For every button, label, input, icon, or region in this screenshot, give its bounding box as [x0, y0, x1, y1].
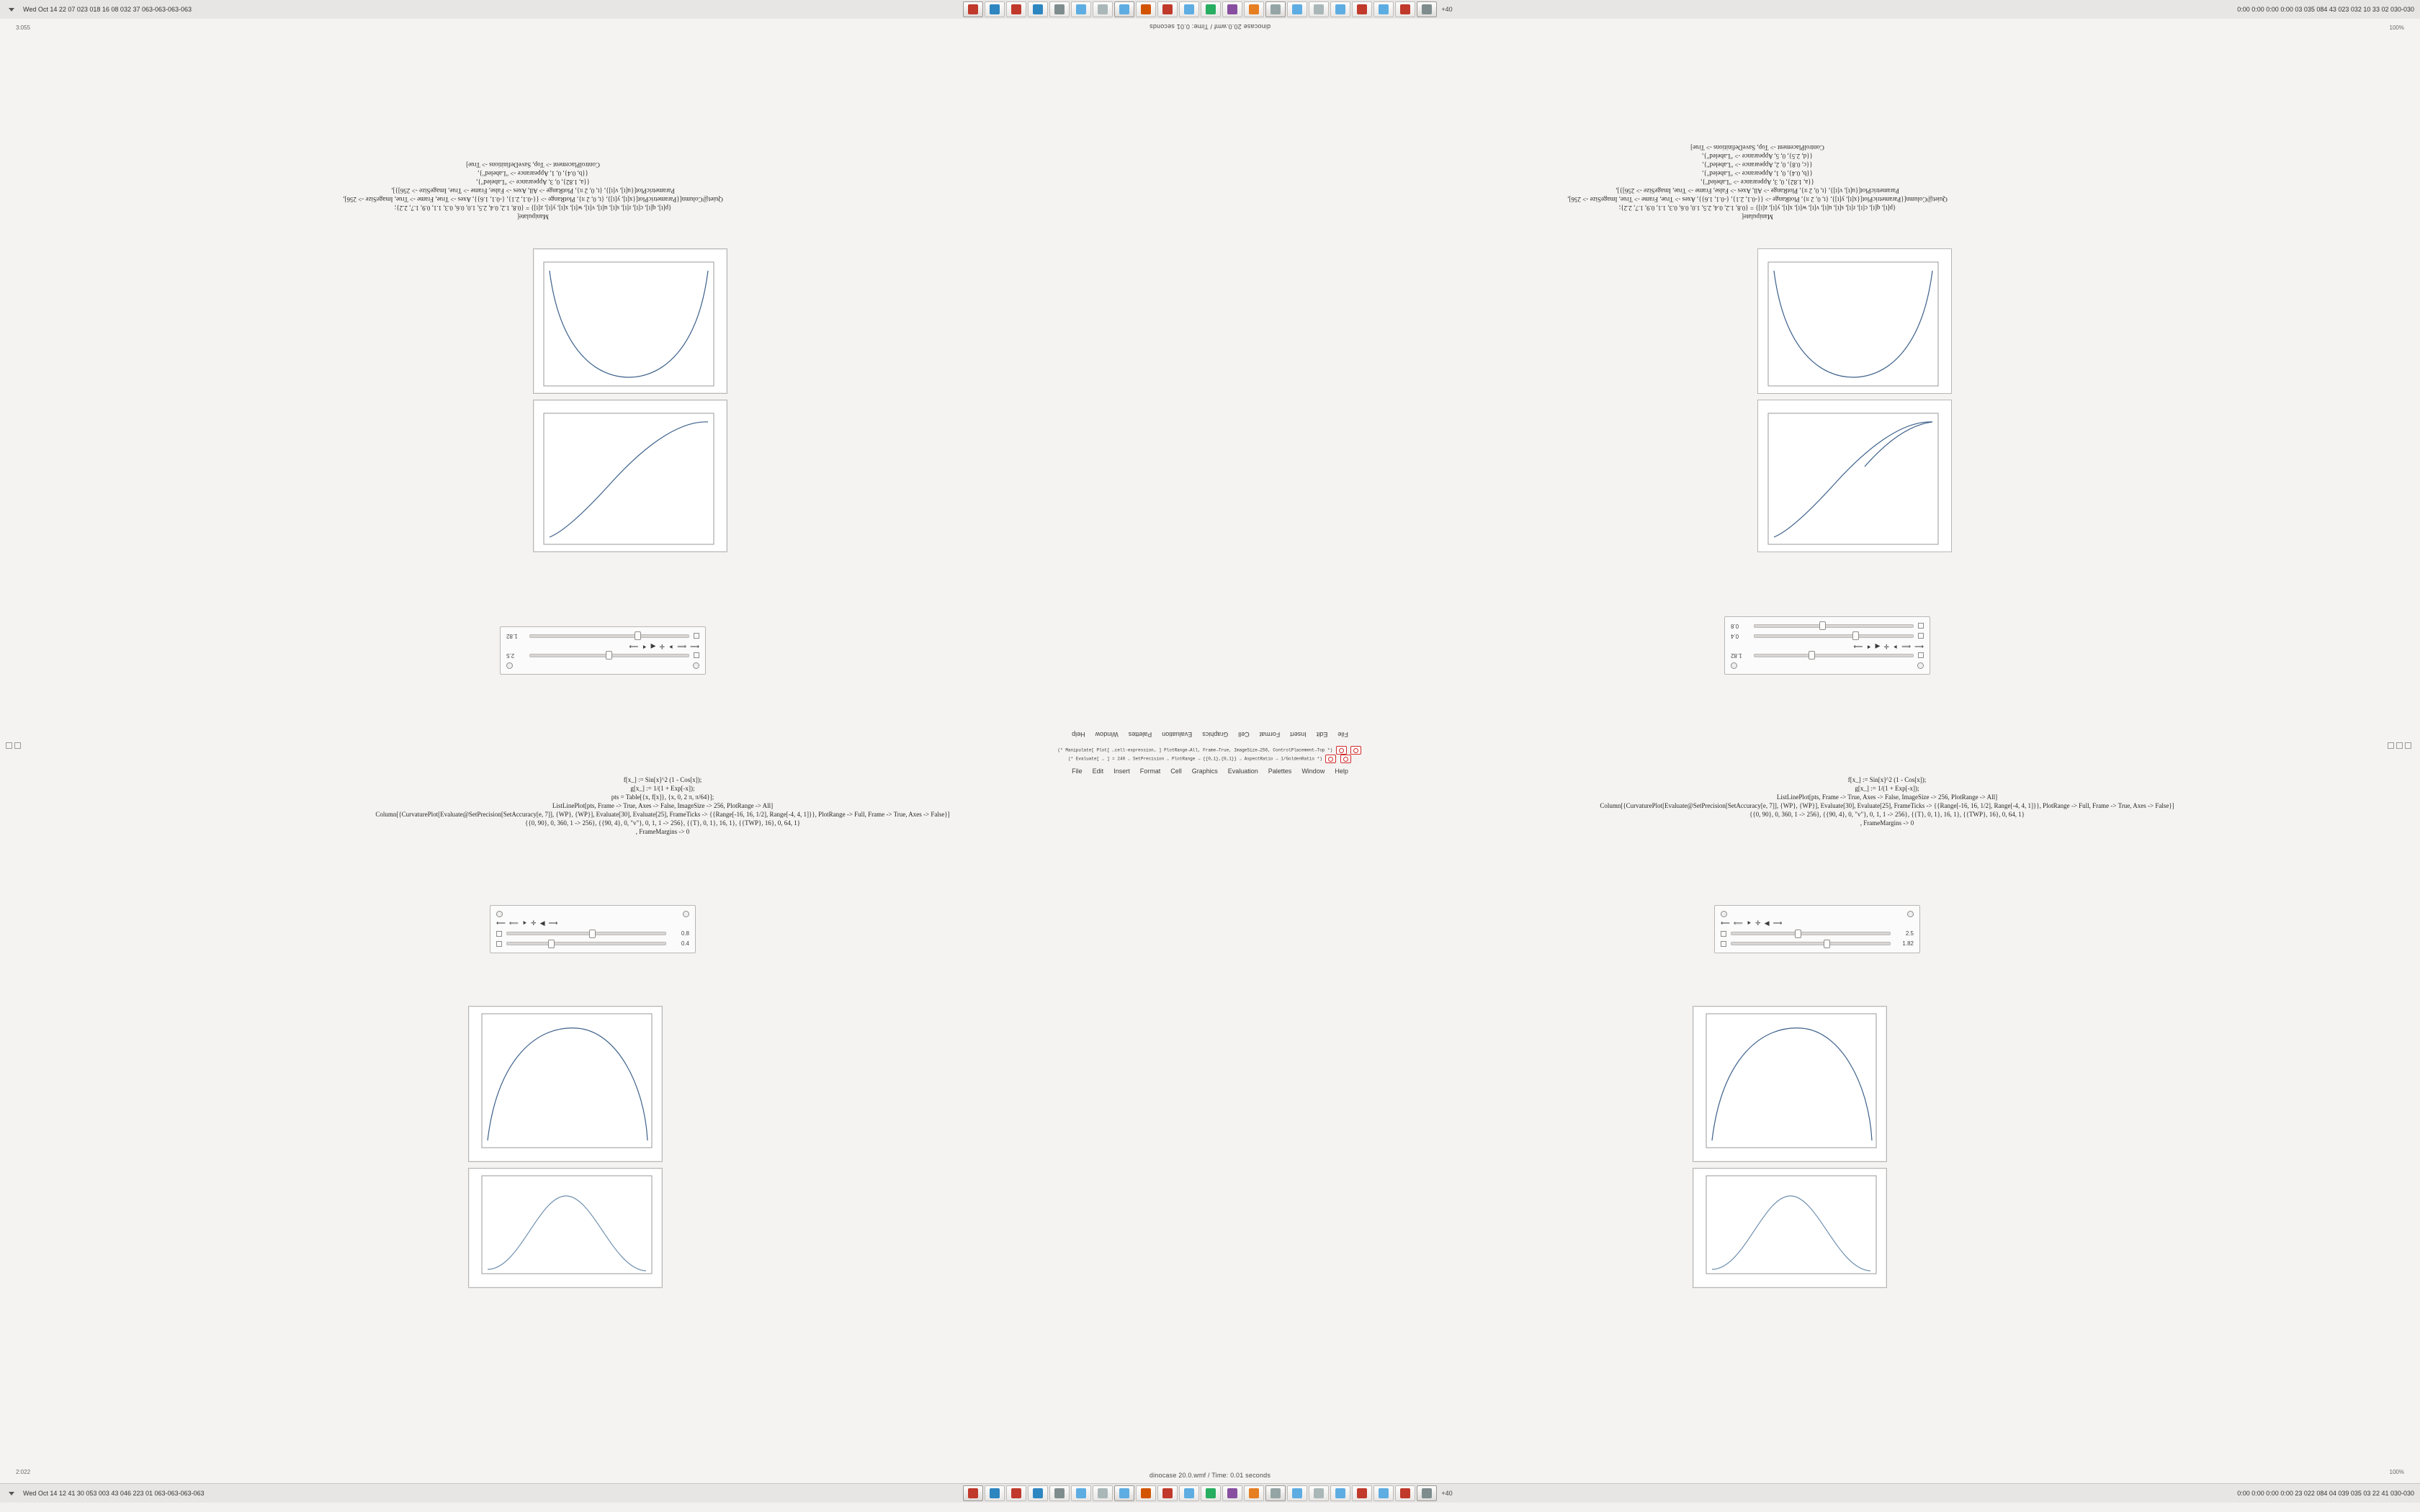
taskbar-item-window-15[interactable]: [1265, 1485, 1286, 1501]
slider-knob[interactable]: [606, 651, 612, 660]
slider-track[interactable]: [1731, 942, 1891, 945]
menu-item-edit[interactable]: Edit: [1092, 767, 1104, 775]
manipulate-header-ll: [496, 910, 689, 917]
control-play-icon[interactable]: ⯈: [668, 643, 674, 650]
slider-track[interactable]: [506, 932, 666, 935]
slider-row[interactable]: [1721, 930, 1914, 937]
taskbar-top[interactable]: [307, 1, 2112, 17]
code-line: {{a, 1.82}, 0, 3, Appearance -> "Labeled"},: [1700, 179, 1814, 186]
window-icon: [1076, 4, 1086, 14]
window-icon: [1206, 1488, 1216, 1498]
manipulate-panel-lr[interactable]: [1714, 905, 1920, 953]
error-badge-icon[interactable]: [1325, 755, 1336, 763]
window-icon: [1033, 1488, 1043, 1498]
menu-item-file[interactable]: File: [1072, 767, 1083, 775]
window-icon: [1054, 1488, 1065, 1498]
slider-track[interactable]: [1731, 932, 1891, 935]
taskbar-item-window-19[interactable]: [1352, 1, 1372, 17]
code-block-lr: [1433, 775, 2341, 827]
taskbar-item-window-5[interactable]: [1049, 1485, 1070, 1501]
slider-knob[interactable]: [1824, 940, 1830, 948]
control-play-icon[interactable]: ⯈: [521, 919, 528, 927]
window-icon: [1141, 4, 1151, 14]
code-line: {{0, 90}, 0, 360, 1 -> 256}, {{90, 4}, 0, "v"}, 0, 1, 1 -> 256}, {{T}, 0, 1}, 16, 1}, {{TWP}, 16}, 0, 64, 1}: [524, 819, 801, 827]
code-line: Quiet@Column[{ParametricPlot[{x[t], y[t]}, {t, 0, 2 π}, PlotRange -> {{-0.1, 2.1}, {-0.1, 1.6}}, Axes -> True, Frame -> True, ImageSize -> 256],: [1567, 196, 1948, 203]
plot-curve: [534, 400, 727, 552]
code-line: g[x_] := 1/(1 + Exp[-x]);: [630, 785, 695, 792]
control-add-icon[interactable]: ✛: [659, 643, 665, 650]
taskbar-item-window-4[interactable]: [1028, 1485, 1048, 1501]
notebook-half-upper: [0, 37, 2420, 768]
taskbar-item-window-20[interactable]: [1373, 1485, 1394, 1501]
parametric-plot-lr-2: [1693, 1168, 1887, 1288]
code-line: ControlPlacement -> Top, SaveDefinitions -> True]: [466, 161, 600, 168]
window-icon: [1011, 4, 1021, 14]
window-icon: [1054, 4, 1065, 14]
window-icon: [1379, 1488, 1389, 1498]
taskbar-item-window-1[interactable]: [963, 1, 983, 17]
code-line: Column[{CurvaturePlot[Evaluate@SetPrecision[SetAccuracy[e, 7]], {WP}, {WP}], Evaluate[30], Evaluate[25], FrameTicks -> {{Range[-16, 16, 1/2], Range[-4, 4, 1]}}, PlotRange -> Full, Frame -> True, Axes -> False}]: [1600, 802, 2174, 809]
center-line-2: [0, 755, 2420, 763]
taskbar-bottom[interactable]: [307, 1485, 2112, 1501]
taskbar-item-window-2[interactable]: [985, 1485, 1005, 1501]
control-rewind-icon[interactable]: ⟸: [1901, 643, 1912, 650]
window-icon: [1098, 4, 1108, 14]
window-controls-right[interactable]: [2388, 742, 2411, 749]
control-step-icon[interactable]: ⟶: [548, 919, 558, 927]
panel-right-bottom: [2112, 1490, 2420, 1497]
menu-item-graphics[interactable]: Graphics: [1202, 731, 1229, 739]
window-icon: [1400, 1488, 1410, 1498]
window-icon: [1098, 1488, 1108, 1498]
code-line: {p[t], q[t], c[t], r[t], s[t], u[t], v[t], w[t], x[t], y[t], z[t]} = {0.8, 1.2, 0.4, 2.5, 1.0, 0.6, 0.3, 1.1, 0.9, 1.7, 2.2};: [1618, 204, 1896, 212]
window-icon: [1184, 4, 1194, 14]
slider-value: 0.4: [681, 940, 689, 947]
menu-item-palettes[interactable]: Palettes: [1128, 731, 1152, 739]
control-prev-icon[interactable]: ⟵: [690, 643, 699, 650]
code-line: {p[t], q[t], c[t], r[t], s[t], u[t], v[t], w[t], x[t], y[t], z[t]} = {0.8, 1.2, 0.4, 2.5, 1.0, 0.6, 0.3, 1.1, 0.9, 1.7, 2.2};: [394, 204, 672, 212]
menu-item-window[interactable]: Window: [1095, 731, 1119, 739]
slider-value: 2.5: [1905, 930, 1914, 937]
taskbar-item-window-9[interactable]: [1136, 1485, 1156, 1501]
code-line: g[x_] := 1/(1 + Exp[-x]);: [1855, 785, 1919, 792]
error-badge-icon[interactable]: [1340, 755, 1351, 763]
window-icon: [1270, 1488, 1281, 1498]
plot-curve: [1693, 1007, 1886, 1161]
panel-right-top: [2112, 6, 2420, 13]
tray-text-top: 0:00 0:00 0:00 0:00 03 035 084 43 023 032 10 33 02 030-030: [2237, 6, 2414, 13]
plus-icon[interactable]: [1907, 911, 1914, 917]
parametric-plot-ll-1: [468, 1006, 663, 1162]
menu-item-cell[interactable]: Cell: [1170, 767, 1182, 775]
taskbar-item-window-4[interactable]: [1028, 1, 1048, 17]
code-line: pts = Table[{x, f[x]}, {x, 0, 2 π, π/64}];: [611, 793, 714, 801]
manipulate-controls[interactable]: [1731, 643, 1924, 649]
menu-item-format[interactable]: Format: [1139, 767, 1161, 775]
status-left-bottom: 100%: [2389, 1469, 2404, 1475]
slider-track[interactable]: [1754, 654, 1914, 657]
menu-item-evaluation[interactable]: Evaluation: [1162, 731, 1193, 739]
window-icon: [1335, 1488, 1345, 1498]
taskbar-item-window-8[interactable]: [1114, 1, 1134, 17]
window-icon: [968, 1488, 978, 1498]
window-icon: [1314, 4, 1324, 14]
taskbar-item-window-12[interactable]: [1201, 1, 1221, 17]
taskbar-item-window-13[interactable]: [1222, 1485, 1242, 1501]
code-line: Manipulate[: [517, 213, 549, 220]
taskbar-item-window-11[interactable]: [1179, 1, 1199, 17]
error-badge-icon[interactable]: [1350, 746, 1361, 755]
window-icon: [1011, 1488, 1021, 1498]
taskbar-item-window-14[interactable]: [1244, 1, 1264, 17]
taskbar-item-window-16[interactable]: [1287, 1, 1307, 17]
window-icon: [968, 4, 978, 14]
top-panel: [0, 0, 2420, 19]
slider-handle-icon[interactable]: [1918, 653, 1924, 659]
notebook-half-lower: [0, 768, 2420, 1499]
taskbar-item-window-18[interactable]: [1330, 1, 1350, 17]
slider-knob[interactable]: [1795, 930, 1801, 938]
slider-track[interactable]: [1754, 634, 1914, 638]
taskbar-item-window-3[interactable]: [1006, 1, 1026, 17]
control-back-icon[interactable]: ◀: [1875, 643, 1881, 650]
window-icon: [1292, 4, 1302, 14]
control-rewind-icon[interactable]: ⟸: [1733, 919, 1743, 927]
taskbar-item-window-22[interactable]: [1417, 1, 1437, 17]
slider-handle-icon[interactable]: [1918, 634, 1924, 639]
window-title-top: dinocase 20.0.wmf / Time: 0.01 seconds: [1149, 23, 1271, 30]
plot-curve: [469, 1007, 662, 1161]
window-icon: [1119, 1488, 1129, 1498]
manipulate-panel-ll[interactable]: [490, 905, 696, 953]
taskbar-item-window-14[interactable]: [1244, 1485, 1264, 1501]
applications-menu-bottom[interactable]: [4, 1490, 19, 1497]
window-icon: [1292, 1488, 1302, 1498]
slider-track[interactable]: [506, 942, 666, 945]
slider-knob[interactable]: [1819, 621, 1826, 630]
applications-menu-top[interactable]: [4, 6, 19, 13]
menu-item-graphics[interactable]: Graphics: [1191, 767, 1218, 775]
taskbar-item-window-2[interactable]: [985, 1, 1005, 17]
window-icon: [1249, 4, 1259, 14]
gear-icon[interactable]: [1721, 911, 1727, 917]
window-controls-left[interactable]: [6, 742, 21, 749]
plot-curve: [1693, 1169, 1886, 1287]
slider-row[interactable]: [1731, 633, 1924, 639]
menu-item-help[interactable]: Help: [1072, 731, 1085, 739]
notebook-upper: [0, 37, 2420, 768]
gear-icon[interactable]: [693, 663, 699, 670]
slider-value: 0.8: [1731, 623, 1739, 629]
taskbar-item-window-6[interactable]: [1071, 1, 1091, 17]
chevron-down-icon: [9, 8, 14, 12]
code-line: ControlPlacement -> Top, SaveDefinitions -> True]: [1690, 144, 1824, 151]
slider-track[interactable]: [529, 634, 689, 638]
status-right-top: 100%: [2389, 24, 2404, 31]
code-line: {{d, 2.5}, 0, 5, Appearance -> "Labeled"},: [1702, 153, 1813, 160]
window-icon: [1422, 1488, 1432, 1498]
code-line: f[x_] := Sin[x]^2 (1 - Cos[x]);: [1847, 776, 1927, 783]
parametric-plot-lr-1: [1693, 1006, 1887, 1162]
control-prev-icon[interactable]: ⟵: [1914, 643, 1924, 650]
code-line: {{b, 0.4}, 0, 1, Appearance -> "Labeled"},: [1702, 170, 1813, 177]
menu-item-palettes[interactable]: Palettes: [1268, 767, 1292, 775]
desktop: [0, 19, 2420, 1483]
control-add-icon[interactable]: ✛: [531, 919, 537, 927]
slider-handle-icon[interactable]: [1721, 941, 1726, 947]
slider-row[interactable]: [1721, 940, 1914, 947]
chevron-down-icon: [9, 1492, 14, 1495]
taskbar-item-window-7[interactable]: [1093, 1, 1113, 17]
control-prev-icon[interactable]: ⟵: [496, 919, 506, 927]
window-icon: [990, 4, 1000, 14]
taskbar-item-window-10[interactable]: [1157, 1, 1178, 17]
slider-track[interactable]: [1754, 624, 1914, 628]
slider-handle-icon[interactable]: [496, 931, 502, 937]
taskbar-item-window-5[interactable]: [1049, 1, 1070, 17]
plus-icon[interactable]: [683, 911, 689, 917]
taskbar-item-window-9[interactable]: [1136, 1, 1156, 17]
taskbar-item-window-20[interactable]: [1373, 1, 1394, 17]
parametric-plot-ur-2: [533, 248, 727, 394]
menu-item-cell[interactable]: Cell: [1238, 731, 1250, 739]
control-back-icon[interactable]: ◀: [539, 919, 545, 927]
gear-icon[interactable]: [1917, 663, 1924, 670]
slider-knob[interactable]: [548, 940, 555, 948]
center-text-2: (* Evaluate[ … ] = 240 … SetPrecision … PlotRange → {{0,1},{0,1}} … AspectRatio → 1/GoldenRatio *): [1067, 756, 1322, 762]
plot-curve: [469, 1169, 662, 1287]
plus-icon[interactable]: [1731, 663, 1737, 670]
taskbar-item-window-17[interactable]: [1309, 1, 1329, 17]
control-play-icon[interactable]: ⯈: [1746, 919, 1752, 927]
window-icon: [1249, 1488, 1259, 1498]
taskbar-item-window-11[interactable]: [1179, 1485, 1199, 1501]
code-line: {{b, 0.4}, 0, 1, Appearance -> "Labeled"},: [478, 170, 588, 177]
taskbar-item-window-3[interactable]: [1006, 1485, 1026, 1501]
taskbar-item-window-17[interactable]: [1309, 1485, 1329, 1501]
window-icon: [1119, 4, 1129, 14]
window-icon: [1184, 1488, 1194, 1498]
tray-text-bottom: 0:00 0:00 0:00 0:00 23 022 084 04 039 035 03 22 41 030-030: [2237, 1490, 2414, 1497]
code-line: {{c, 0.8}, 0, 2, Appearance -> "Labeled"},: [1702, 161, 1813, 168]
minimize-icon[interactable]: [2388, 742, 2394, 749]
code-line: ParametricPlot[{u[t], v[t]}, {t, 0, 2 π}, PlotRange -> All, Axes -> False, Frame -> True, ImageSize -> 256]}],: [391, 187, 675, 194]
menu-item-window[interactable]: Window: [1301, 767, 1325, 775]
menu-item-insert[interactable]: Insert: [1290, 731, 1307, 739]
slider-handle-icon[interactable]: [1721, 931, 1726, 937]
manipulate-controls[interactable]: [1721, 920, 1914, 927]
code-line: Column[{CurvaturePlot[Evaluate@SetPrecision[SetAccuracy[e, 7]], {WP}, {WP}], Evaluate[30], Evaluate[25], FrameTicks -> {{Range[-16, 16, 1/2], Range[-4, 4, 1]}}, PlotRange -> Full, Frame -> True, Axes -> False}]: [375, 811, 950, 818]
slider-value: 0.8: [681, 930, 689, 937]
slider-knob[interactable]: [1852, 631, 1859, 640]
clock-bottom: Wed Oct 14 12 41 30 053 003 43 046 223 01 063-063-063-063: [23, 1489, 205, 1497]
menubar-upper[interactable]: [0, 730, 2420, 739]
slider-row[interactable]: [496, 930, 689, 937]
taskbar-item-window-22[interactable]: [1417, 1485, 1437, 1501]
control-step-icon[interactable]: ⯇: [1866, 643, 1872, 650]
taskbar-item-window-19[interactable]: [1352, 1485, 1372, 1501]
parametric-plot-ll-2: [468, 1168, 663, 1288]
window-icon: [1206, 4, 1216, 14]
control-prev-icon[interactable]: ⟵: [1721, 919, 1730, 927]
center-line-1: [0, 746, 2420, 755]
slider-row[interactable]: [1731, 623, 1924, 629]
code-line: Manipulate[: [1742, 213, 1773, 220]
taskbar-item-window-16[interactable]: [1287, 1485, 1307, 1501]
bottom-panel: [0, 1483, 2420, 1503]
parametric-plot-ul-2: [1757, 248, 1952, 394]
code-block-ll: [209, 775, 1116, 836]
code-line: {{a, 1.82}, 0, 3, Appearance -> "Labeled"},: [476, 179, 590, 186]
manipulate-panel-ur[interactable]: [500, 626, 706, 675]
slider-handle-icon[interactable]: [1918, 624, 1924, 629]
code-block-ur: [79, 161, 987, 221]
taskbar-item-window-7[interactable]: [1093, 1485, 1113, 1501]
taskbar-overflow-count[interactable]: +40: [1441, 6, 1453, 13]
window-icon: [990, 1488, 1000, 1498]
workspace-label-bottom: 2:022: [16, 1469, 31, 1475]
parametric-plot-ul-1: [1757, 400, 1952, 552]
window-icon: [1357, 4, 1367, 14]
plot-curve: [1758, 249, 1951, 393]
window-icon: [1357, 1488, 1367, 1498]
close-icon[interactable]: [2405, 742, 2411, 749]
window-icon: [1335, 4, 1345, 14]
slider-value: 1.82: [506, 633, 518, 639]
window-icon: [1422, 4, 1432, 14]
code-line: , FrameMargins -> 0: [635, 828, 690, 835]
taskbar-item-window-13[interactable]: [1222, 1, 1242, 17]
slider-row[interactable]: [1731, 652, 1924, 659]
window-icon: [1227, 1488, 1237, 1498]
control-add-icon[interactable]: ✛: [1883, 643, 1889, 650]
panel-left-bottom: [0, 1490, 307, 1498]
control-play-icon[interactable]: ⯈: [1892, 643, 1899, 650]
parametric-plot-ur-1: [533, 400, 727, 552]
gear-icon[interactable]: [496, 911, 503, 917]
slider-value: 1.82: [1902, 940, 1914, 947]
minimize-icon[interactable]: [14, 742, 21, 749]
manipulate-header-ul: [1731, 662, 1924, 670]
slider-handle-icon[interactable]: [694, 653, 699, 659]
menu-item-file[interactable]: File: [1337, 731, 1348, 739]
control-back-icon[interactable]: ◀: [650, 643, 656, 650]
slider-row[interactable]: [506, 652, 699, 659]
plot-curve: [534, 249, 727, 393]
control-add-icon[interactable]: ✛: [1755, 919, 1761, 927]
slider-knob[interactable]: [635, 631, 641, 640]
manipulate-panel-ul[interactable]: [1724, 616, 1930, 675]
slider-value: 0.4: [1731, 633, 1739, 639]
manipulate-controls[interactable]: [506, 643, 699, 649]
close-icon[interactable]: [6, 742, 12, 749]
maximize-icon[interactable]: [2396, 742, 2403, 749]
taskbar-item-window-10[interactable]: [1157, 1485, 1178, 1501]
window-icon: [1141, 1488, 1151, 1498]
taskbar-overflow-count[interactable]: +40: [1441, 1490, 1453, 1497]
window-icon: [1076, 1488, 1086, 1498]
center-text-1: (* Manipulate[ Plot[ …cell-expression… ] PlotRange→All, Frame→True, ImageSize→256, ControlPlacement→Top *): [1057, 747, 1333, 753]
slider-row[interactable]: [496, 940, 689, 947]
code-line: {{0, 90}, 0, 360, 1 -> 256}, {{90, 4}, 0, "v"}, 0, 1, 1 -> 256}, {{T}, 0, 1}, 16, 1}, {{TWP}, 16}, 0, 64, 1}: [1749, 811, 2025, 818]
code-line: ListLinePlot[pts, Frame -> True, Axes -> False, ImageSize -> 256, PlotRange -> All]: [552, 802, 774, 809]
control-rewind-icon[interactable]: ⟸: [508, 919, 519, 927]
slider-value: 2.5: [506, 652, 515, 659]
error-badge-icon[interactable]: [1336, 746, 1347, 755]
taskbar-item-window-8[interactable]: [1114, 1485, 1134, 1501]
manipulate-header-ur: [506, 662, 699, 670]
clock-top: Wed Oct 14 22 07 023 018 16 08 032 37 063-063-063-063: [23, 5, 192, 13]
control-step-icon[interactable]: ⟶: [1773, 919, 1783, 927]
window-icon: [1400, 4, 1410, 14]
window-title-bottom: dinocase 20.0.wmf / Time: 0.01 seconds: [1149, 1472, 1271, 1479]
workspace-label-top: 3:055: [16, 24, 31, 31]
menu-item-edit[interactable]: Edit: [1316, 731, 1328, 739]
taskbar-item-window-21[interactable]: [1395, 1, 1415, 17]
window-icon: [1379, 4, 1389, 14]
taskbar-item-window-12[interactable]: [1201, 1485, 1221, 1501]
code-block-ul: [1304, 143, 2211, 221]
window-icon: [1270, 4, 1281, 14]
menu-item-insert[interactable]: Insert: [1113, 767, 1130, 775]
taskbar-item-window-15[interactable]: [1265, 1, 1286, 17]
panel-left-top: [0, 6, 307, 14]
slider-handle-icon[interactable]: [694, 634, 699, 639]
control-back-icon[interactable]: ◀: [1764, 919, 1770, 927]
manipulate-header-lr: [1721, 910, 1914, 917]
plus-icon[interactable]: [506, 663, 513, 670]
code-line: f[x_] := Sin[x]^2 (1 - Cos[x]);: [623, 776, 702, 783]
slider-knob[interactable]: [589, 930, 596, 938]
manipulate-controls[interactable]: [496, 920, 689, 927]
window-icon: [1162, 1488, 1173, 1498]
window-icon: [1227, 4, 1237, 14]
taskbar-item-window-1[interactable]: [963, 1485, 983, 1501]
menu-item-help[interactable]: Help: [1335, 767, 1348, 775]
slider-row[interactable]: [506, 633, 699, 639]
control-next-icon[interactable]: ⟶: [1853, 643, 1863, 650]
code-line: Quiet@Column[{ParametricPlot[{x[t], y[t]}, {t, 0, 2 π}, PlotRange -> {{-0.1, 2.1}, {-0.1, 1.6}}, Axes -> True, Frame -> True, ImageSize -> 256],: [343, 196, 723, 203]
window-icon: [1033, 4, 1043, 14]
plot-curve: [1758, 400, 1951, 552]
control-rewind-icon[interactable]: ⟸: [677, 643, 687, 650]
taskbar-item-window-21[interactable]: [1395, 1485, 1415, 1501]
slider-knob[interactable]: [1809, 651, 1815, 660]
taskbar-item-window-6[interactable]: [1071, 1485, 1091, 1501]
code-line: , FrameMargins -> 0: [1860, 819, 1914, 827]
notebook-lower: [0, 768, 2420, 1499]
code-line: ParametricPlot[{u[t], v[t]}, {t, 0, 2 π}, PlotRange -> All, Axes -> False, Frame -> True, ImageSize -> 256]}],: [1615, 187, 1899, 194]
window-icon: [1162, 4, 1173, 14]
menu-item-evaluation[interactable]: Evaluation: [1227, 767, 1258, 775]
control-step-icon[interactable]: ⯇: [642, 643, 647, 650]
code-line: ListLinePlot[pts, Frame -> True, Axes -> False, ImageSize -> 256, PlotRange -> All]: [1776, 793, 1998, 801]
window-icon: [1314, 1488, 1324, 1498]
slider-track[interactable]: [529, 654, 689, 657]
control-next-icon[interactable]: ⟶: [629, 643, 639, 650]
slider-handle-icon[interactable]: [496, 941, 502, 947]
taskbar-item-window-18[interactable]: [1330, 1485, 1350, 1501]
menu-item-format[interactable]: Format: [1259, 731, 1281, 739]
slider-value: 1.82: [1731, 652, 1742, 659]
